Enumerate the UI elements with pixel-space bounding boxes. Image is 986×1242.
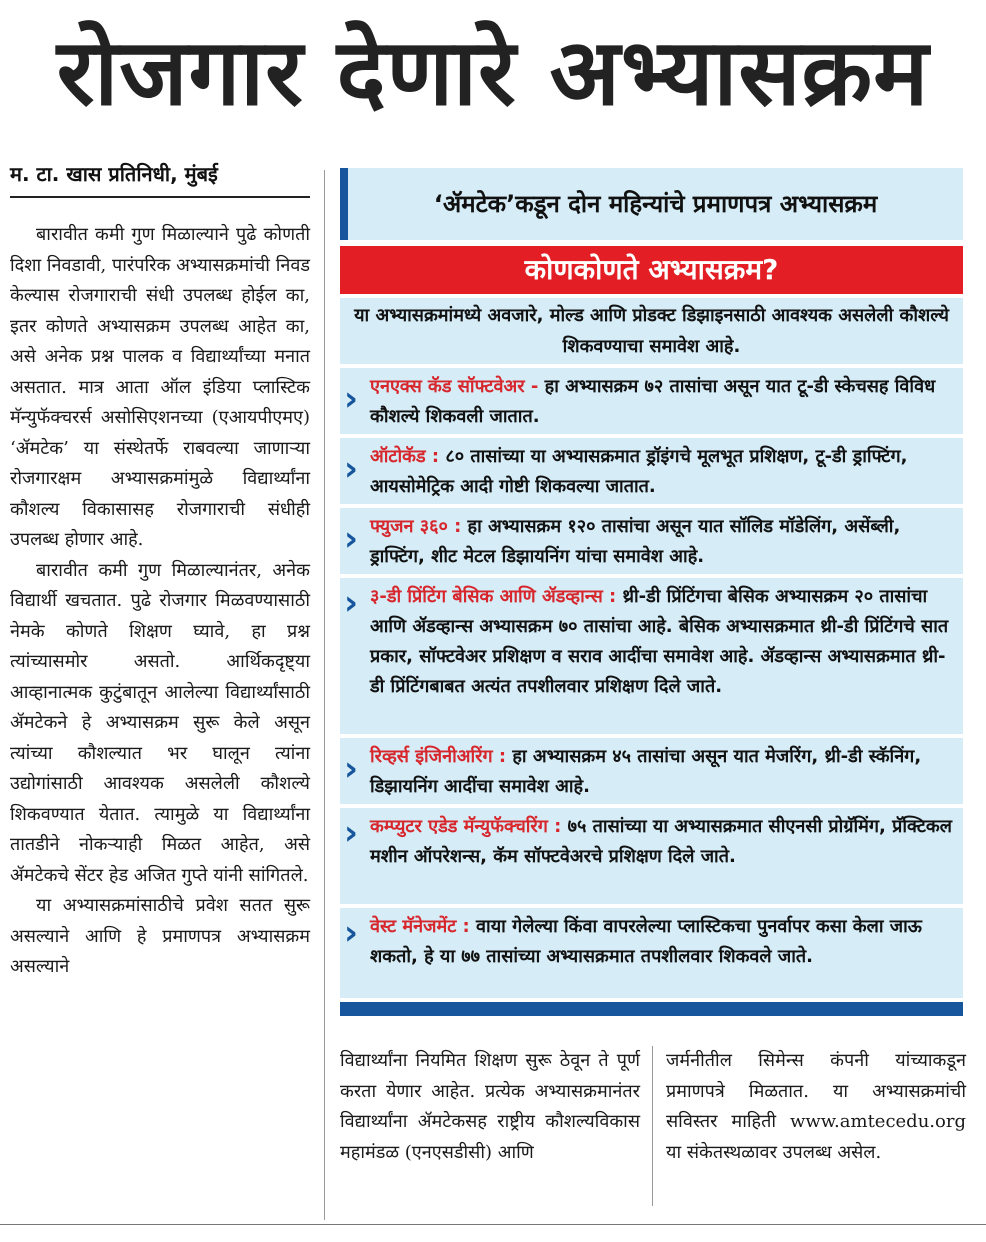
course-name: ऑटोकॅड : (370, 446, 440, 467)
course-item (340, 908, 963, 998)
lower-right-column (666, 1046, 966, 1168)
course-description: हा अभ्यासक्रम ७२ तासांचा असून यात टू-डी स्केचसह विविध कौशल्ये शिकवली जातात. (370, 376, 936, 427)
course-name: ३-डी प्रिंटिंग बेसिक आणि ॲडव्हान्स : (370, 586, 617, 607)
chevron-right-icon: › (344, 913, 359, 953)
article-paragraph: जर्मनीतील सिमेन्स कंपनी यांच्याकडून प्रमाणपत्रे मिळतात. या अभ्यासक्रमांची सविस्तर माहिती www.amtecedu.org या संकेतस्थळावर उपलब्ध असेल. (666, 1050, 966, 1163)
chevron-right-icon: › (344, 749, 359, 789)
course-name: एनएक्स कॅड सॉफ्टवेअर - (370, 376, 539, 397)
course-name: वेस्ट मॅनेजमेंट : (370, 916, 470, 937)
course-item (340, 368, 963, 434)
course-description: ७५ तासांच्या या अभ्यासक्रमात सीएनसी प्रोग्रॅमिंग, प्रॅक्टिकल मशीन ऑपरेशन्स, कॅम सॉफ्टवेअरचे प्रशिक्षण दिले जाते. (370, 816, 952, 867)
byline: म. टा. खास प्रतिनिधी, मुंबई (10, 162, 218, 186)
chevron-right-icon: › (344, 813, 359, 853)
course-item (340, 578, 963, 734)
box-intro: या अभ्यासक्रमांमध्ये अवजारे, मोल्ड आणि प्रोडक्ट डिझाइनसाठी आवश्यक असलेली कौशल्ये शिकवण्याचा समावेश आहे. (340, 298, 963, 364)
course-item (340, 438, 963, 504)
box-bottom-bar (340, 1002, 963, 1016)
article-paragraph: या अभ्यासक्रमांसाठीचे प्रवेश सतत सुरू असल्याने आणि हे प्रमाणपत्र अभ्यासक्रम असल्याने (10, 895, 310, 977)
course-name: कम्प्युटर एडेड मॅन्युफॅक्चरिंग : (370, 816, 562, 837)
column-divider (324, 170, 325, 1220)
course-description: ८० तासांच्या या अभ्यासक्रमात ड्रॉइंगचे मूलभूत प्रशिक्षण, टू-डी ड्राफ्टिंग, आयसोमेट्रिक आदी गोष्टी शिकवल्या जातात. (370, 446, 908, 497)
column-divider (652, 1046, 653, 1206)
box-title: ‘ॲमटेक’कडून दोन महिन्यांचे प्रमाणपत्र अभ्यासक्रम (340, 168, 963, 240)
course-description: हा अभ्यासक्रम १२० तासांचा असून यात सॉलिड मॉडेलिंग, असेंब्ली, ड्राफ्टिंग, शीट मेटल डिझायनिंग यांचा समावेश आहे. (370, 516, 901, 567)
course-item (340, 738, 963, 804)
chevron-right-icon: › (344, 519, 359, 559)
course-name: फ्युजन ३६० : (370, 516, 462, 537)
chevron-right-icon: › (344, 379, 359, 419)
byline-divider (10, 196, 310, 198)
course-description: हा अभ्यासक्रम ४५ तासांचा असून यात मेजरिंग, थ्री-डी स्कॅनिंग, डिझायनिंग आदींचा समावेश आहे. (370, 746, 922, 797)
article-paragraph: बारावीत कमी गुण मिळाल्याने पुढे कोणती दिशा निवडावी, पारंपरिक अभ्यासक्रमांची निवड केल्यास रोजगाराची संधी उपलब्ध होईल का, इतर कोणते अभ्यासक्रम उपलब्ध आहेत का, असे अनेक प्रश्न पालक व विद्यार्थ्यांच्या मनात असतात. मात्र आता ऑल इंडिया प्लास्टिक मॅन्युफॅक्चरर्स असोसिएशनच्या (एआयपीएमए) ‘ॲमटेक’ या संस्थेतर्फे राबवल्या जाणाऱ्या रोजगारक्षम अभ्यासक्रमांमुळे विद्यार्थ्यांना कौशल्य विकासासह रोजगाराची संधीही उपलब्ध होणार आहे. (10, 224, 310, 550)
article-paragraph: बारावीत कमी गुण मिळाल्यानंतर, अनेक विद्यार्थी खचतात. पुढे रोजगार मिळवण्यासाठी नेमके कोणते शिक्षण घ्यावे, हा प्रश्न त्यांच्यासमोर असतो. आर्थिकदृष्ट्या आव्हानात्मक कुटुंबातून आलेल्या विद्यार्थ्यांसाठी ॲमटेकने हे अभ्यासक्रम सुरू केले असून त्यांच्या कौशल्यात भर घालून त्यांना उद्योगांसाठी आवश्यक असलेली कौशल्ये शिकवण्यात येतात. त्यामुळे या विद्यार्थ्यांना तातडीने नोकऱ्याही मिळत आहेत, असे ॲमटेकचे सेंटर हेड अजित गुप्ते यांनी सांगितले. (10, 559, 310, 886)
footer-divider (0, 1224, 986, 1225)
headline: रोजगार देणारे अभ्यासक्रम (56, 18, 930, 126)
lower-middle-column (340, 1046, 640, 1168)
course-item (340, 808, 963, 904)
courses-box (340, 168, 963, 1016)
course-description: वाया गेलेल्या किंवा वापरलेल्या प्लास्टिकचा पुनर्वापर कसा केला जाऊ शकतो, हे या ७७ तासांच्या अभ्यासक्रमात तपशीलवार शिकवले जाते. (370, 916, 922, 967)
chevron-right-icon: › (344, 583, 359, 623)
box-question-banner: कोणकोणते अभ्यासक्रम? (340, 246, 963, 294)
article-paragraph: विद्यार्थ्यांना नियमित शिक्षण सुरू ठेवून ते पूर्ण करता येणार आहेत. प्रत्येक अभ्यासक्रमानंतर विद्यार्थ्यांना ॲमटेकसह राष्ट्रीय कौशल्यविकास महामंडळ (एनएसडीसी) आणि (340, 1050, 640, 1163)
course-item (340, 508, 963, 574)
chevron-right-icon: › (344, 449, 359, 489)
left-column-article (10, 220, 310, 983)
course-description: थ्री-डी प्रिंटिंगचा बेसिक अभ्यासक्रम २० तासांचा आणि ॲडव्हान्स अभ्यासक्रम ७० तासांचा आहे. बेसिक अभ्यासक्रमात थ्री-डी प्रिंटिंगचे सात प्रकार, सॉफ्टवेअर प्रशिक्षण व सराव आदींचा समावेश आहे. ॲडव्हान्स अभ्यासक्रमात थ्री-डी प्रिंटिंगबाबत अत्यंत तपशीलवार प्रशिक्षण दिले जाते. (370, 586, 949, 697)
course-name: रिव्हर्स इंजिनीअरिंग : (370, 746, 507, 767)
